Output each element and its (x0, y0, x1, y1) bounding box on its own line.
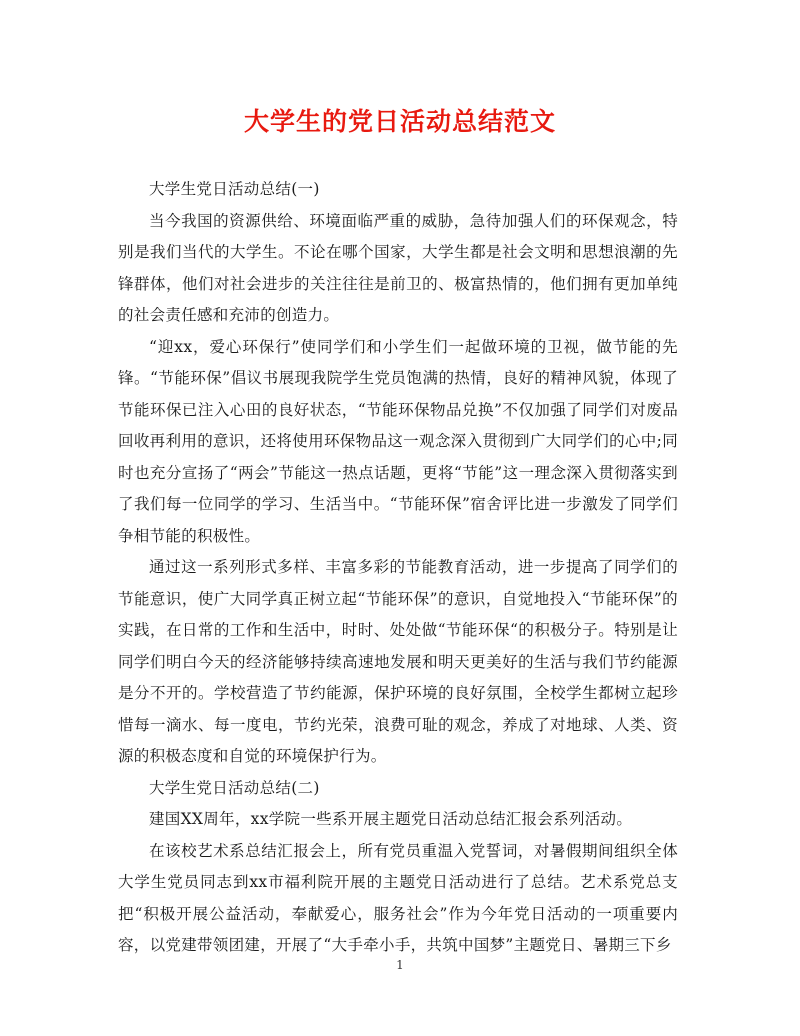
paragraph: 通过这一系列形式多样、丰富多彩的节能教育活动，进一步提高了同学们的节能意识，使广大同学真正树立起“节能环保”的意识，自觉地投入“节能环保”的实践，在日常的工作和生活中，时时、处处做“节能环保“的积极分子。特别是让同学们明白今天的经济能够持续高速地发展和明天更美好的生活与我们节约能源是分不开的。学校营造了节约能源，保护环境的良好氛围，全校学生都树立起珍惜每一滴水、每一度电，节约光荣，浪费可耻的观念，养成了对地球、人类、资源的积极态度和自觉的环境保护行为。 (118, 558, 678, 765)
paragraph: “迎xx，爱心环保行”使同学们和小学生们一起做环境的卫视，做节能的先锋。“节能环保”倡议书展现我院学生党员饱满的热情，良好的精神风貌，体现了节能环保已注入心田的良好状态，“节能环保物品兑换”不仅加强了同学们对废品回收再利用的意识，还将使用环保物品这一观念深入贯彻到广大同学们的心中;同时也充分宣扬了“两会”节能这一热点话题，更将“节能”这一理念深入贯彻落实到了我们每一位同学的学习、生活当中。“节能环保”宿舍评比进一步激发了同学们争相节能的积极性。 (118, 337, 678, 545)
page-number: 1 (396, 958, 404, 972)
paragraph: 建国XX周年，xx学院一些系开展主题党日活动总结汇报会系列活动。 (149, 810, 633, 828)
document-title: 大学生的党日活动总结范文 (243, 107, 556, 136)
paragraph: 当今我国的资源供给、环境面临严重的威胁，急待加强人们的环保观念，特别是我们当代的大学生。不论在哪个国家，大学生都是社会文明和思想浪潮的先锋群体，他们对社会进步的关注往往是前卫的、极富热情的，他们拥有更加单纯的社会责任感和充沛的创造力。 (118, 211, 678, 324)
paragraph: 在该校艺术系总结汇报会上，所有党员重温入党誓词，对暑假期间组织全体大学生党员同志到xx市福利院开展的主题党日活动进行了总结。艺术系党总支把“积极开展公益活动，奉献爱心，服务社会”作为今年党日活动的一项重要内容，以党建带领团建，开展了“大手牵小手，共筑中国梦”主题党日、暑期三下乡 (118, 841, 678, 954)
section-heading-1: 大学生党日活动总结(一) (149, 180, 320, 198)
document-body (118, 174, 678, 962)
section-heading-2: 大学生党日活动总结(二) (149, 778, 320, 797)
